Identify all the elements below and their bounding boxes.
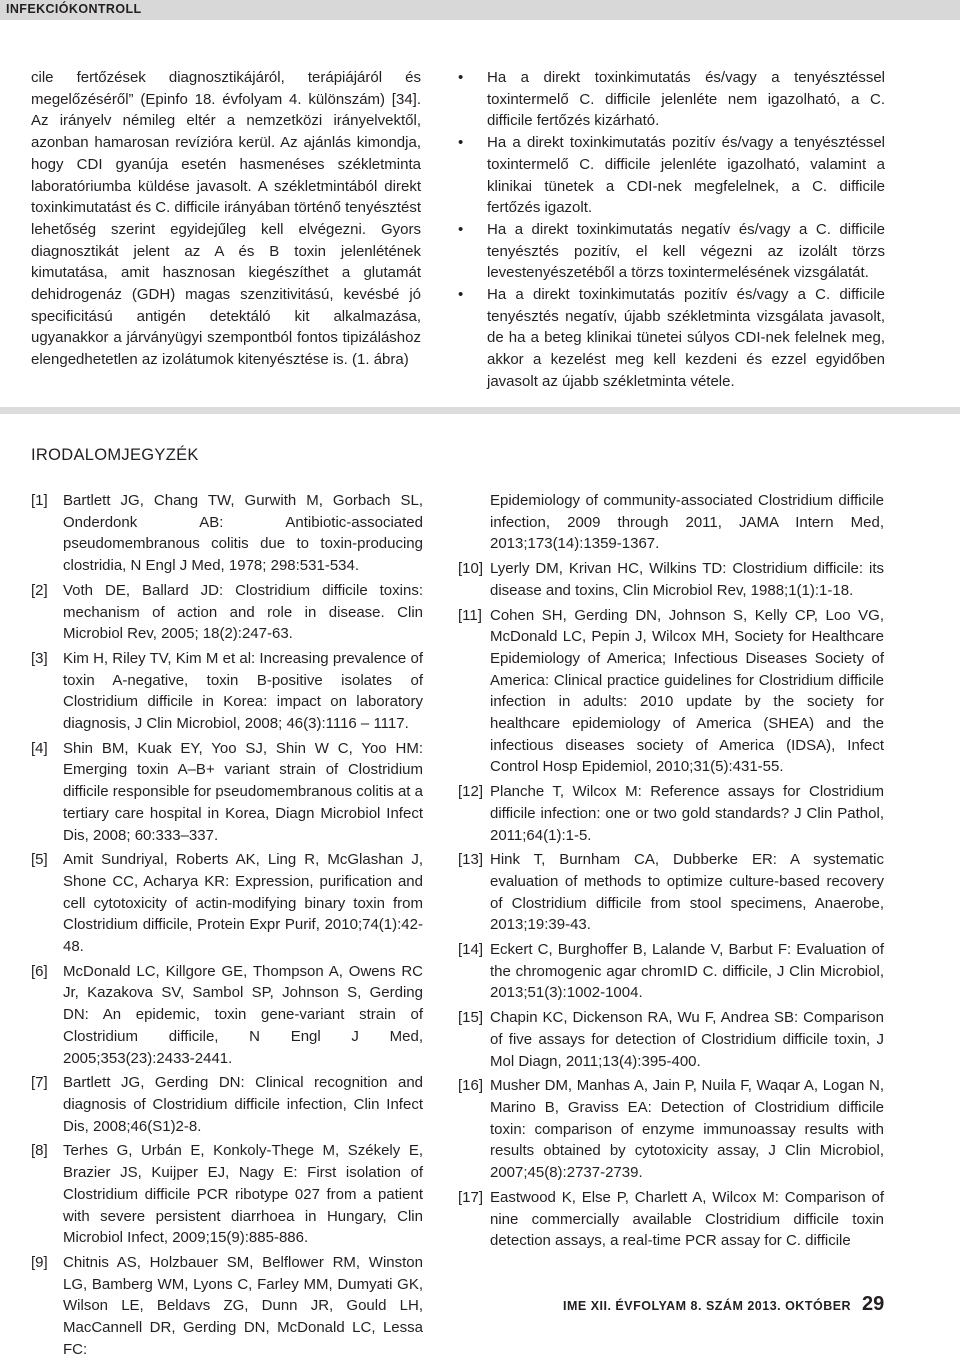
reference-text: Voth DE, Ballard JD: Clostridium difficile toxins: mechanism of action and role in disease. Clin Microbiol Rev, 2005; 18(2):247-63. xyxy=(63,581,423,643)
bullet-text: Ha a direkt toxinkimutatás pozitív és/vagy a C. difficile tenyésztés negatív, újabb székletminta vizsgálata javasolt, de ha a beteg klinikai tünetei súlyos CDI-nek felelnek meg, akkor a kezelést meg kell kezdeni és ezzel egyidőben javasolt az újabb székletminta vétele. xyxy=(487,286,885,390)
reference-number: [10] xyxy=(458,560,484,578)
bullet-icon: • xyxy=(458,220,464,238)
reference-number: [1] xyxy=(31,492,48,509)
reference-item xyxy=(458,1187,884,1252)
reference-text: Bartlett JG, Gerding DN: Clinical recognition and diagnosis of Clostridium difficile infection, Clin Infect Dis, 2008;46(S1)2-8. xyxy=(63,1074,423,1135)
reference-item xyxy=(458,781,884,846)
reference-item xyxy=(458,605,884,779)
section-tag: INFEKCIÓKONTROLL xyxy=(6,2,142,16)
references-heading: IRODALOMJEGYZÉK xyxy=(31,446,199,464)
reference-text: Chapin KC, Dickenson RA, Wu F, Andrea SB: Comparison of five assays for detection of Clostridium difficile toxin, J Mol Diagn, 2011;13(4):395-400. xyxy=(490,1009,884,1070)
reference-number: [7] xyxy=(31,1074,48,1092)
reference-text: Bartlett JG, Chang TW, Gurwith M, Gorbach SL, Onderdonk AB: Antibiotic-associated pseudomembranous colitis due to toxin-producing clostridia, N Engl J Med, 1978; 298:531-534. xyxy=(63,492,423,575)
reference-item xyxy=(31,648,423,735)
reference-text: Musher DM, Manhas A, Jain P, Nuila F, Waqar A, Logan N, Marino B, Graviss EA: Detection of Clostridium difficile toxin: comparison of enzyme immunoassay results with results obtained by cytotoxicity assay, J Clin Microbiol, 2007;45(8):2737-2739. xyxy=(490,1077,884,1182)
reference-number: [2] xyxy=(31,581,48,599)
reference-item xyxy=(458,939,884,1004)
intro-paragraph-left: cile fertőzések diagnosztikájáról, terápiájáról és megelőzéséről” (Epinfo 18. évfolyam 4. különszám) [34]. Az irányelv némileg eltér a nemzetközi irányelvektől, azonban hamarosan revízióra kerül. Az ajánlás kimondja, hogy CDI gyanúja esetén hasmenéses székletminta laboratóriumba küldése javasolt. A székletmintából direkt toxinkimutatást és C. difficile irányában történő tenyésztést lehetőség szerint egyidejűleg kell elvégezni. Gyors diagnosztikát jelent az A és B toxin jelenlétének kimutatása, amit hasznosan kiegészíthet a glutamát dehidrogenáz (GDH) magas szenzitivitású, kevésbé jó specificitású antigén detektáló kit alkalmazása, ugyanakkor a járványügyi szempontból fontos tipizáláshoz elengedhetetlen az izolátumok kitenyésztése is. (1. ábra) xyxy=(31,69,421,369)
reference-text: Epidemiology of community-associated Clostridium difficile infection, 2009 through 2011, JAMA Intern Med, 2013;173(14):1359-1367. xyxy=(490,492,884,553)
reference-item xyxy=(31,849,423,958)
bullet-item xyxy=(458,219,885,284)
reference-text: Eckert C, Burghoffer B, Lalande V, Barbut F: Evaluation of the chromogenic agar chromID C. difficile, J Clin Microbiol, 2013;51(3):1002-1004. xyxy=(490,941,884,1002)
page-number: 29 xyxy=(862,1293,885,1315)
reference-item xyxy=(458,558,884,601)
reference-number: [9] xyxy=(31,1253,48,1271)
bullet-icon: • xyxy=(458,134,464,152)
reference-text: McDonald LC, Killgore GE, Thompson A, Owens RC Jr, Kazakova SV, Sambol SP, Johnson S, Gerding DN: An epidemic, toxin gene-variant strain of Clostridium difficile, N Engl J Med, 2005;353(23):2433-2441. xyxy=(63,962,423,1067)
footer-journal-info: IME XII. ÉVFOLYAM 8. SZÁM 2013. OKTÓBER xyxy=(563,1299,852,1313)
reference-number: [4] xyxy=(31,739,48,757)
reference-item xyxy=(31,738,423,847)
reference-item xyxy=(31,580,423,645)
reference-number: [12] xyxy=(458,783,484,801)
reference-item xyxy=(458,849,884,936)
reference-text: Cohen SH, Gerding DN, Johnson S, Kelly CP, Loo VG, McDonald LC, Pepin J, Wilcox MH, Society for Healthcare Epidemiology of America; Infectious Diseases Society of America: Clinical practice guidelines for Clostridium difficile infection in adults: 2010 update by the society for healthcare epidemiology of America (SHEA) and the infectious diseases society of America (IDSA), Infect Control Hosp Epidemiol, 2010;31(5):431-55. xyxy=(490,606,884,776)
reference-item xyxy=(31,961,423,1070)
reference-text: Lyerly DM, Krivan HC, Wilkins TD: Clostridium difficile: its disease and toxins, Clin Microbiol Rev, 1988;1(1):1-18. xyxy=(490,560,884,599)
reference-number: [11] xyxy=(458,606,482,624)
bullet-text: Ha a direkt toxinkimutatás és/vagy a tenyésztéssel toxintermelő C. difficile jelenléte nem igazolható, a C. difficile fertőzés kizárható. xyxy=(487,69,885,130)
reference-text: Chitnis AS, Holzbauer SM, Belflower RM, Winston LG, Bamberg WM, Lyons C, Farley MM, Dumyati GK, Wilson LE, Beldavs ZG, Dunn JR, Gould LH, MacCannell DR, Gerding DN, McDonald LC, Lessa FC: xyxy=(63,1253,423,1358)
bullet-text: Ha a direkt toxinkimutatás negatív és/vagy a C. difficile tenyésztés pozitív, el kell végezni az izolált törzs levestenyészetéből a törzs toxintermelésének vizsgálatát. xyxy=(487,220,885,282)
reference-item xyxy=(31,490,423,577)
bullet-item xyxy=(458,132,885,219)
bullet-text: Ha a direkt toxinkimutatás pozitív és/vagy a tenyésztéssel toxintermelő C. difficile jelenléte igazolható, valamint a klinikai tünetek a CDI-nek megfelelnek, a C. difficile fertőzés igazolt. xyxy=(487,134,885,217)
references-list-right xyxy=(458,490,884,1255)
reference-text: Kim H, Riley TV, Kim M et al: Increasing prevalence of toxin A-negative, toxin B-positive isolates of Clostridium difficile in Korea: impact on laboratory diagnosis, J Clin Microbiol, 2008; 46(3):1116 – 1117. xyxy=(63,649,423,733)
reference-number: [6] xyxy=(31,962,48,980)
reference-item xyxy=(31,1252,423,1361)
reference-item xyxy=(31,1072,423,1137)
reference-item xyxy=(458,1075,884,1184)
reference-number: [13] xyxy=(458,851,484,869)
reference-number: [14] xyxy=(458,941,484,959)
bullet-item xyxy=(458,284,885,393)
reference-text: Planche T, Wilcox M: Reference assays for Clostridium difficile infection: one or two gold standards? J Clin Pathol, 2011;64(1):1-5. xyxy=(490,783,884,844)
bullet-item xyxy=(458,67,885,132)
reference-number: [5] xyxy=(31,851,48,869)
reference-text: Hink T, Burnham CA, Dubberke ER: A systematic evaluation of methods to optimize culture-based recovery of Clostridium difficile from stool specimens, Anaerobe, 2013;19:39-43. xyxy=(490,851,884,934)
section-header-bar xyxy=(0,0,960,20)
bullet-icon: • xyxy=(458,286,464,304)
section-divider xyxy=(0,407,960,414)
reference-number: [3] xyxy=(31,649,48,667)
intro-bullet-list xyxy=(458,67,885,393)
reference-number: [15] xyxy=(458,1009,484,1027)
reference-text: Shin BM, Kuak EY, Yoo SJ, Shin W C, Yoo HM: Emerging toxin A–B+ variant strain of Clostridium difficile responsible for pseudomembranous colitis at a tertiary care hospital in Korea, Diagn Microbiol Infect Dis, 2008; 60:333–337. xyxy=(63,739,423,844)
reference-text: Eastwood K, Else P, Charlett A, Wilcox M: Comparison of nine commercially available Clostridium difficile toxin detection assays, a real-time PCR assay for C. difficile xyxy=(490,1188,884,1250)
reference-number: [16] xyxy=(458,1077,484,1095)
reference-text: Terhes G, Urbán E, Konkoly-Thege M, Székely E, Brazier JS, Kuijper EJ, Nagy E: First isolation of Clostridium difficile PCR ribotype 027 from a patient with severe persistent diarrhoea in Hungary, Clin Microbiol Infect, 2009;15(9):885-886. xyxy=(63,1142,423,1247)
reference-number: [17] xyxy=(458,1188,484,1206)
reference-item xyxy=(458,1007,884,1072)
reference-continuation xyxy=(458,490,884,555)
reference-text: Amit Sundriyal, Roberts AK, Ling R, McGlashan J, Shone CC, Acharya KR: Expression, purification and cell cytotoxicity of actin-modifying binary toxin from Clostridium difficile, Protein Expr Purif, 2010;74(1):42-48. xyxy=(63,851,423,956)
reference-number: [8] xyxy=(31,1142,48,1160)
reference-item xyxy=(31,1140,423,1249)
bullet-icon: • xyxy=(458,69,464,86)
references-list-left xyxy=(31,490,423,1363)
